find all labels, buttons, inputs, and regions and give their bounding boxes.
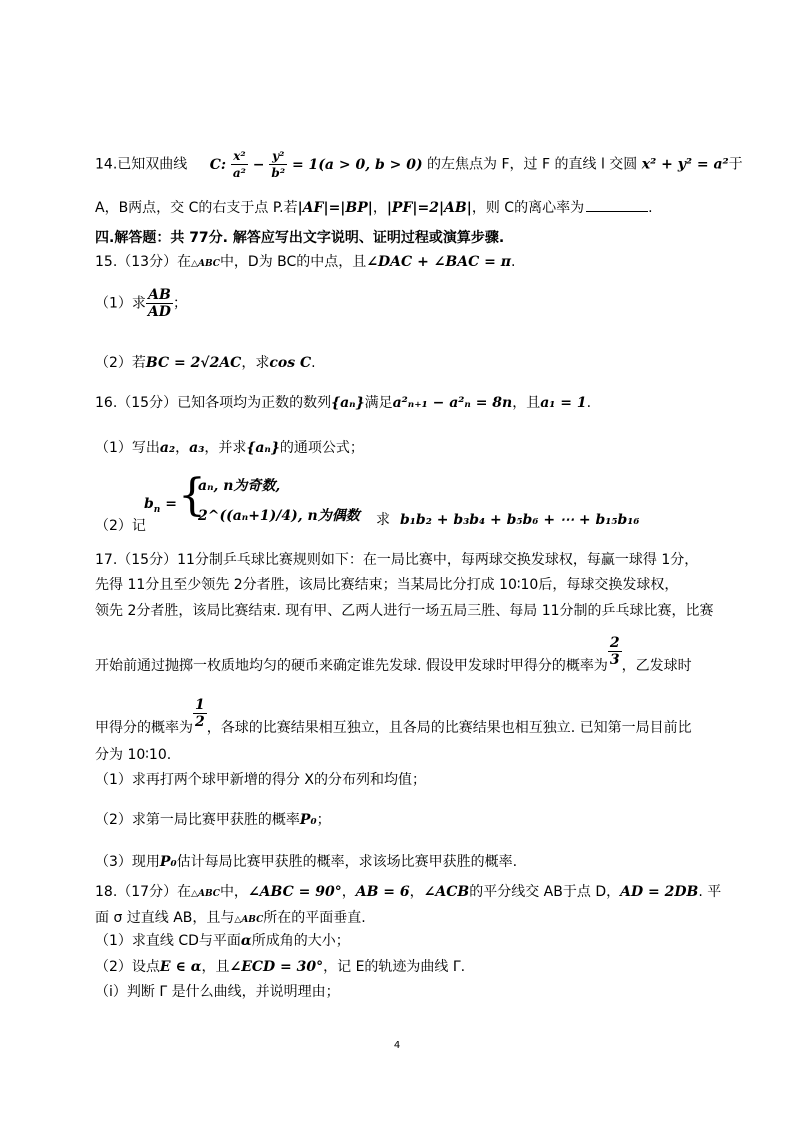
q14-cond1: |AF|=|BP|	[297, 200, 373, 216]
q15-part2	[95, 353, 316, 373]
q18-end1: . 平	[698, 884, 722, 900]
q18-part2	[95, 957, 465, 977]
q16-mid2: ，且	[512, 395, 541, 411]
term-a2: a₂	[159, 440, 176, 456]
q15-part2-cond: BC = 2√2AC	[145, 355, 242, 371]
q14-line1	[95, 148, 743, 181]
q17-part2	[95, 810, 331, 830]
q18-line1: 18.（17分）在△ABC中，∠ABC = 90°，AB = 6，∠ACB的平分线交 AB于点 D，AD = 2DB. 平	[95, 884, 722, 900]
initial-term: a₁ = 1	[540, 395, 587, 411]
q18-mid1: 中，	[219, 884, 248, 900]
q18-part2-c: ，记 E的轨迹为曲线 Γ.	[323, 959, 466, 975]
q18-triangle: △ABC	[191, 889, 220, 899]
q17-line4	[95, 634, 692, 676]
q17-part1: （1）求再打两个球甲新增的得分 X的分布列和均值；	[95, 772, 426, 788]
circle-equation: x² + y² = a²	[641, 156, 729, 173]
ab-length: AB = 6	[355, 884, 410, 900]
q18-triangle-ref: △ABC	[234, 915, 264, 925]
q15-part2-end: .	[311, 355, 316, 371]
q15-part1	[95, 287, 187, 320]
q14-line2: A，B两点，交 C的右支于点 P.若|AF|=|BP|，|PF|=2|AB|，则 C的离心率为 .	[95, 200, 653, 216]
q18-part1-b: 所成角的大小；	[251, 933, 350, 949]
e-in-alpha: E ∈ α	[159, 959, 202, 975]
q17-line5	[95, 696, 692, 738]
p0-symbol-ref: P₀	[159, 854, 177, 870]
angle-acb: ∠ACB	[423, 884, 470, 900]
frac-2: 2	[609, 634, 620, 651]
q17-line1: 17.（15分）11分制乒乓球比赛规则如下：在一局比赛中，每两球交换发球权，每赢一球得 1分，	[95, 552, 699, 568]
q15-part1-label: （1）求	[95, 295, 146, 312]
q17-line4-a: 开始前通过抛掷一枚质地均匀的硬币来确定谁先发球. 假设甲发球时甲得分的概率为	[95, 658, 608, 674]
q18-prefix: 18.（17分）在	[95, 884, 192, 900]
q15-part2-mid: ，求	[241, 355, 270, 371]
q18-mid2: 的平分线交 AB于点 D，	[469, 884, 621, 900]
frac-den: AD	[147, 304, 171, 320]
answer-blank	[586, 199, 648, 212]
q18-part1	[95, 931, 350, 951]
q15-part2-label: （2）若	[95, 355, 146, 371]
q16-part1-c: 的通项公式；	[279, 440, 364, 456]
triangle-abc: △ABC	[191, 259, 220, 269]
p0-symbol: P₀	[299, 812, 317, 828]
frac-num: AB	[146, 287, 173, 304]
brace: {	[178, 470, 206, 521]
q18-line2-b: 所在的平面垂直.	[263, 910, 366, 926]
q16-mid: 满足	[364, 395, 393, 411]
b-n: $b_n$ =	[144, 496, 177, 515]
q17-part3	[95, 852, 517, 872]
q16-part1-b: ，并求	[204, 440, 247, 456]
case-odd: aₙ, n为奇数,	[198, 478, 281, 494]
q15-prefix: 15.（13分）在	[95, 254, 192, 270]
q14-end: 于	[728, 156, 743, 173]
q14-cond2: |PF|=2|AB|	[386, 200, 472, 216]
hyperbola-equation: C: $\frac{\text{x²}}{\text{a²}}$ − $\frac{\text{y²}}{\text{b²}}$ = 1(a > 0, b > 0)	[209, 149, 423, 180]
prob-1-2	[193, 697, 207, 730]
q18-line2	[95, 908, 366, 930]
prob-2-3	[608, 635, 622, 668]
q16-part1: （1）写出a₂，a₃，并求{aₙ}的通项公式；	[95, 440, 364, 456]
sequence-a-ref: {aₙ}	[246, 440, 280, 456]
section-header: 四.解答题：共 77分. 解答应写出文字说明、证明过程或演算步骤.	[95, 230, 505, 246]
q17-part2-a: （2）求第一局比赛甲获胜的概率	[95, 812, 300, 828]
q15-part1-end: ；	[172, 295, 187, 312]
frac-3: 3	[609, 651, 620, 668]
q14-line2-b: ，则 C的离心率为	[471, 200, 585, 216]
page-number: 4	[393, 1040, 401, 1051]
q16-part2-mid: 求	[376, 512, 390, 528]
frac-1: 1	[195, 696, 205, 713]
q17-line4-b: ，乙发球时	[621, 658, 692, 674]
q16-prefix: 16.（15分）已知各项均为正数的数列	[95, 395, 332, 411]
q16-part2: （2）记	[95, 518, 146, 534]
q14-mid: 的左焦点为 F，过 F 的直线 l 交圆	[427, 156, 638, 173]
q17-line3: 领先 2分者胜，该局比赛结束. 现有甲、乙两人进行一场五局三胜、每局 11分制的乒乓球比赛，比赛	[95, 603, 714, 619]
q17-line6: 分为 10∶10.	[95, 747, 172, 763]
q15-condition: ∠DAC + ∠BAC = π	[366, 254, 511, 270]
q18-part2-b: ，且	[201, 959, 230, 975]
q17-line5-a: 甲得分的概率为	[95, 720, 193, 736]
q18-part-i: （i）判断 Γ 是什么曲线，并说明理由；	[95, 984, 340, 1000]
angle-ecd: ∠ECD = 30°	[229, 959, 324, 975]
q16-part1-a: （1）写出	[95, 440, 160, 456]
q17-part2-b: ；	[316, 812, 331, 828]
q14-prefix: 14.已知双曲线	[95, 156, 188, 173]
product-sum: b₁b₂ + b₃b₄ + b₅b₆ + ⋯ + b₁₅b₁₆	[400, 512, 640, 528]
q18-line2-a: 面 σ 过直线 AB，且与	[95, 910, 235, 926]
q18-part2-a: （2）设点	[95, 959, 160, 975]
ad-ratio: AD = 2DB	[620, 884, 699, 900]
q17-part3-a: （3）现用	[95, 854, 160, 870]
frac-2b: 2	[195, 713, 205, 730]
plane-alpha: α	[240, 933, 252, 949]
angle-abc: ∠ABC = 90°	[247, 884, 342, 900]
q17-line2: 先得 11分且至少领先 2分者胜，该局比赛结束；当某局比分打成 10∶10后，每球交换发球权，	[95, 577, 679, 593]
term-a3: a₃	[189, 440, 205, 456]
q16-line1: 16.（15分）已知各项均为正数的数列{aₙ}满足a²ₙ₊₁ − a²ₙ = 8n，且a₁ = 1.	[95, 395, 592, 411]
case-even: 2^((aₙ+1)/4), n为偶数	[198, 508, 360, 524]
q17-line5-b: ，各球的比赛结果相互独立，且各局的比赛结果也相互独立. 已知第一局目前比	[206, 720, 692, 736]
recurrence: a²ₙ₊₁ − a²ₙ = 8n	[392, 395, 513, 411]
q17-part3-b: 估计每局比赛甲获胜的概率，求该场比赛甲获胜的概率.	[176, 854, 518, 870]
cos-c: cos C	[269, 355, 312, 371]
ab-over-ad	[146, 287, 173, 320]
q15-mid: 中，D为 BC的中点，且	[219, 254, 367, 270]
sequence-a: {aₙ}	[331, 395, 365, 411]
q14-line2-a: A，B两点，交 C的右支于点 P.若	[95, 200, 298, 216]
q15-line1: 15.（13分）在△ABC中，D为 BC的中点，且∠DAC + ∠BAC = π.	[95, 254, 516, 270]
q18-part1-a: （1）求直线 CD与平面	[95, 933, 241, 949]
